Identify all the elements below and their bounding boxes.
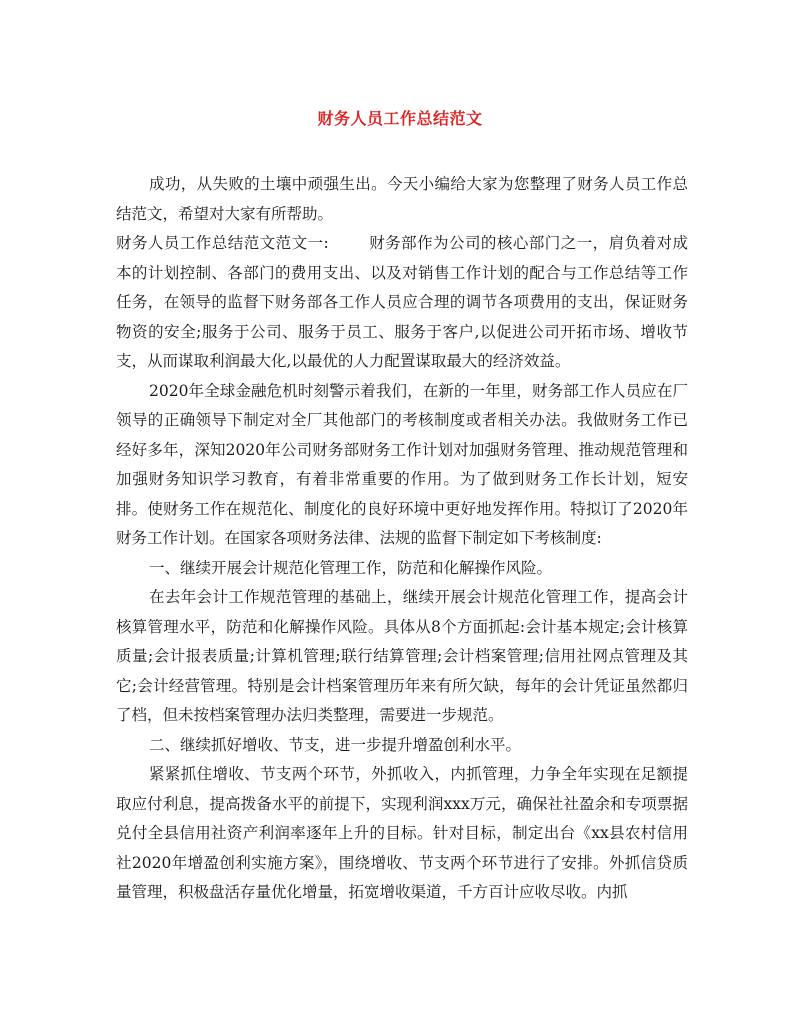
paragraph-crisis: 2020年全球金融危机时刻警示着我们，在新的一年里，财务部工作人员应在厂领导的正确领导下制定对全厂其他部门的考核制度或者相关办法。我做财务工作已经好多年，深知2020年公司财务部财务工作计划对加强财务管理、推动规范管理和加强财务知识学习教育，有着非常重要的作用。为了做到财务工作长计划，短安排。使财务工作在规范化、制度化的良好环境中更好地发挥作用。特拟订了2020年财务工作计划。在国家各项财务法律、法规的监督下制定如下考核制度:: [116, 381, 688, 547]
heading-one: 一、继续开展会计规范化管理工作，防范和化解操作风险。: [149, 558, 553, 577]
section-label: 财务人员工作总结范文范文一:: [116, 234, 329, 252]
document-title: 财务人员工作总结范文: [317, 109, 483, 128]
paragraph-profit: 紧紧抓住增收、节支两个环节，外抓收入，内抓管理，力争全年实现在足额提取应付利息，提高拨备水平的前提下，实现利润xxx万元，确保社社盈余和专项票据兑付全县信用社资产利润率逐年上升的目标。针对目标，制定出台《xx县农村信用社2020年增盈创利实施方案》，围绕增收、节支两个环节进行了安排。外抓信贷质量管理，积极盘活存量优化增量，拓宽增收渠道，千方百计应收尽收。内抓: [116, 765, 688, 901]
heading-two: 二、继续抓好增收、节支，进一步提升增盈创利水平。: [149, 735, 522, 754]
paragraph-accounting: 在去年会计工作规范管理的基础上，继续开展会计规范化管理工作，提高会计核算管理水平，防范和化解操作风险。具体从8个方面抓起:会计基本规定;会计核算质量;会计报表质量;计算机管理;联行结算管理;会计档案管理;信用社网点管理及其它;会计经营管理。特别是会计档案管理历年来有所欠缺，每年的会计凭证虽然都归了档，但未按档案管理办法归类整理，需要进一步规范。: [116, 588, 688, 724]
section-paragraph: [116, 229, 688, 377]
document-body: [116, 170, 688, 908]
intro-paragraph: 成功，从失败的土壤中顽强生出。今天小编给大家为您整理了财务人员工作总结范文，希望对大家有所帮助。: [116, 175, 688, 223]
section-text: 财务部作为公司的核心部门之一，肩负着对成本的计划控制、各部门的费用支出、以及对销售工作计划的配合与工作总结等工作任务，在领导的监督下财务部各工作人员应合理的调节各项费用的支出，保证财务物资的安全;服务于公司、服务于员工、服务于客户,以促进公司开拓市场、增收节支，从而谋取利润最大化,以最优的人力配置谋取最大的经济效益。: [116, 234, 688, 370]
